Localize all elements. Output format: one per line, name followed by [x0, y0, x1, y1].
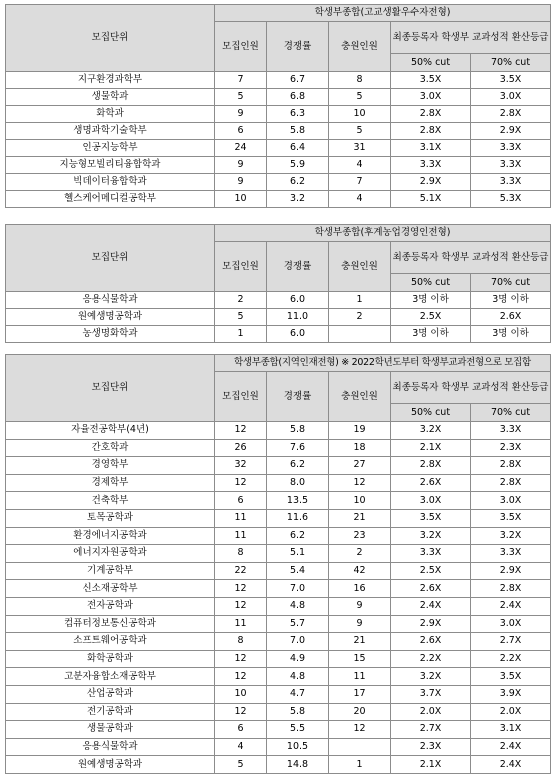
rate-cell: 6.2 [267, 527, 329, 545]
cut50-cell: 5.1X [391, 191, 471, 208]
rate-cell: 5.7 [267, 615, 329, 633]
extra-cell: 31 [329, 140, 391, 157]
rate-cell: 6.3 [267, 106, 329, 123]
quota-cell: 6 [215, 123, 267, 140]
cut70-cell: 2.8X [471, 580, 551, 598]
cut70-cell: 2.8X [471, 106, 551, 123]
unit-cell: 소프트웨어공학과 [6, 633, 215, 651]
quota-cell: 5 [215, 756, 267, 774]
extra-cell: 1 [329, 756, 391, 774]
cut50-cell: 2.6X [391, 633, 471, 651]
rate-cell: 3.2 [267, 191, 329, 208]
table-row [6, 326, 551, 343]
cut70-cell: 3.0X [471, 492, 551, 510]
table-row [6, 668, 551, 686]
extra-cell: 4 [329, 191, 391, 208]
cut70-cell: 2.9X [471, 562, 551, 580]
cut50-cell: 3.0X [391, 89, 471, 106]
rate-cell: 5.8 [267, 422, 329, 440]
rate-cell: 8.0 [267, 474, 329, 492]
table-body-1 [6, 72, 551, 208]
unit-cell: 생물공학과 [6, 721, 215, 739]
unit-cell: 인공지능학부 [6, 140, 215, 157]
header-unit: 모집단위 [6, 355, 215, 422]
header-extra: 충원인원 [329, 22, 391, 72]
quota-cell: 1 [215, 326, 267, 343]
quota-cell: 12 [215, 580, 267, 598]
rate-cell: 6.0 [267, 326, 329, 343]
cut50-cell: 2.0X [391, 703, 471, 721]
unit-cell: 간호학과 [6, 439, 215, 457]
cut70-cell: 3.3X [471, 157, 551, 174]
rate-cell: 5.8 [267, 123, 329, 140]
quota-cell: 7 [215, 72, 267, 89]
header-extra: 충원인원 [329, 372, 391, 422]
header-cut50: 50% cut [391, 404, 471, 422]
rate-cell: 6.2 [267, 457, 329, 475]
quota-cell: 12 [215, 422, 267, 440]
cut50-cell: 3.3X [391, 545, 471, 563]
table-row [6, 123, 551, 140]
extra-cell [329, 738, 391, 756]
header-cut70: 70% cut [471, 404, 551, 422]
table-row [6, 191, 551, 208]
quota-cell: 8 [215, 545, 267, 563]
table-row [6, 756, 551, 774]
extra-cell: 21 [329, 509, 391, 527]
quota-cell: 12 [215, 474, 267, 492]
header-grade: 최종등록자 학생부 교과성적 환산등급 [391, 372, 551, 404]
cut50-cell: 2.4X [391, 597, 471, 615]
extra-cell: 2 [329, 309, 391, 326]
header-grade: 최종등록자 학생부 교과성적 환산등급 [391, 242, 551, 274]
quota-cell: 12 [215, 597, 267, 615]
cut50-cell: 2.6X [391, 474, 471, 492]
rate-cell: 7.0 [267, 633, 329, 651]
unit-cell: 농생명화학과 [6, 326, 215, 343]
table-row [6, 685, 551, 703]
cut70-cell: 3.5X [471, 668, 551, 686]
rate-cell: 5.5 [267, 721, 329, 739]
unit-cell: 응용식물학과 [6, 292, 215, 309]
table-row [6, 492, 551, 510]
table-row [6, 527, 551, 545]
quota-cell: 9 [215, 106, 267, 123]
cut50-cell: 3.2X [391, 527, 471, 545]
cut70-cell: 3.5X [471, 72, 551, 89]
extra-cell: 4 [329, 157, 391, 174]
quota-cell: 4 [215, 738, 267, 756]
cut70-cell: 2.4X [471, 756, 551, 774]
header-rate: 경쟁률 [267, 22, 329, 72]
table-row [6, 292, 551, 309]
rate-cell: 11.6 [267, 509, 329, 527]
rate-cell: 6.8 [267, 89, 329, 106]
rate-cell: 6.2 [267, 174, 329, 191]
admission-table-3 [5, 354, 551, 774]
cut70-cell: 3명 이하 [471, 326, 551, 343]
admission-table-1 [5, 4, 551, 208]
quota-cell: 8 [215, 633, 267, 651]
cut50-cell: 2.7X [391, 721, 471, 739]
extra-cell: 23 [329, 527, 391, 545]
unit-cell: 자율전공학부(4년) [6, 422, 215, 440]
header-cut70: 70% cut [471, 54, 551, 72]
rate-cell: 7.6 [267, 439, 329, 457]
extra-cell: 10 [329, 492, 391, 510]
extra-cell: 17 [329, 685, 391, 703]
admission-table-2 [5, 224, 551, 343]
cut70-cell: 3.3X [471, 545, 551, 563]
extra-cell: 7 [329, 174, 391, 191]
extra-cell: 11 [329, 668, 391, 686]
cut70-cell: 2.9X [471, 123, 551, 140]
rate-cell: 6.7 [267, 72, 329, 89]
table-row [6, 509, 551, 527]
table-row [6, 633, 551, 651]
cut50-cell: 3.1X [391, 140, 471, 157]
extra-cell: 2 [329, 545, 391, 563]
table-row [6, 457, 551, 475]
header-rate: 경쟁률 [267, 372, 329, 422]
rate-cell: 5.9 [267, 157, 329, 174]
cut50-cell: 3.2X [391, 668, 471, 686]
cut50-cell: 3.3X [391, 157, 471, 174]
extra-cell: 12 [329, 721, 391, 739]
cut70-cell: 3.3X [471, 140, 551, 157]
cut50-cell: 3.2X [391, 422, 471, 440]
unit-cell: 경영학부 [6, 457, 215, 475]
table-row [6, 545, 551, 563]
header-unit: 모집단위 [6, 225, 215, 292]
table-row [6, 439, 551, 457]
quota-cell: 11 [215, 509, 267, 527]
extra-cell: 12 [329, 474, 391, 492]
extra-cell: 5 [329, 89, 391, 106]
quota-cell: 12 [215, 650, 267, 668]
extra-cell: 18 [329, 439, 391, 457]
extra-cell: 15 [329, 650, 391, 668]
table-row [6, 106, 551, 123]
quota-cell: 26 [215, 439, 267, 457]
table-row [6, 580, 551, 598]
header-quota: 모집인원 [215, 22, 267, 72]
rate-cell: 10.5 [267, 738, 329, 756]
unit-cell: 전기공학과 [6, 703, 215, 721]
extra-cell: 16 [329, 580, 391, 598]
table-row [6, 89, 551, 106]
quota-cell: 9 [215, 174, 267, 191]
quota-cell: 24 [215, 140, 267, 157]
cut50-cell: 3.0X [391, 492, 471, 510]
cut50-cell: 2.5X [391, 562, 471, 580]
cut70-cell: 2.3X [471, 439, 551, 457]
header-program: 학생부종합(고교생활우수자전형) [215, 5, 551, 22]
unit-cell: 건축학부 [6, 492, 215, 510]
cut70-cell: 3.9X [471, 685, 551, 703]
cut50-cell: 3.5X [391, 72, 471, 89]
unit-cell: 전자공학과 [6, 597, 215, 615]
table-row [6, 422, 551, 440]
extra-cell: 8 [329, 72, 391, 89]
cut70-cell: 2.4X [471, 738, 551, 756]
cut70-cell: 2.4X [471, 597, 551, 615]
quota-cell: 10 [215, 191, 267, 208]
cut70-cell: 3.2X [471, 527, 551, 545]
table-row [6, 140, 551, 157]
unit-cell: 산업공학과 [6, 685, 215, 703]
table-row [6, 703, 551, 721]
table-row [6, 650, 551, 668]
table-body-2 [6, 292, 551, 343]
unit-cell: 기계공학부 [6, 562, 215, 580]
header-grade: 최종등록자 학생부 교과성적 환산등급 [391, 22, 551, 54]
unit-cell: 원예생명공학과 [6, 309, 215, 326]
rate-cell: 5.8 [267, 703, 329, 721]
unit-cell: 원예생명공학과 [6, 756, 215, 774]
unit-cell: 지능형모빌리티융합학과 [6, 157, 215, 174]
unit-cell: 컴퓨터정보통신공학과 [6, 615, 215, 633]
extra-cell: 10 [329, 106, 391, 123]
cut70-cell: 3.3X [471, 174, 551, 191]
quota-cell: 2 [215, 292, 267, 309]
rate-cell: 4.8 [267, 668, 329, 686]
cut70-cell: 3.0X [471, 615, 551, 633]
table-row [6, 309, 551, 326]
cut50-cell: 2.9X [391, 174, 471, 191]
unit-cell: 에너지자원공학과 [6, 545, 215, 563]
quota-cell: 6 [215, 721, 267, 739]
table-row [6, 157, 551, 174]
rate-cell: 4.8 [267, 597, 329, 615]
header-cut50: 50% cut [391, 274, 471, 292]
table-row [6, 615, 551, 633]
quota-cell: 12 [215, 668, 267, 686]
cut70-cell: 3.5X [471, 509, 551, 527]
extra-cell: 9 [329, 615, 391, 633]
unit-cell: 토목공학과 [6, 509, 215, 527]
quota-cell: 5 [215, 309, 267, 326]
rate-cell: 6.4 [267, 140, 329, 157]
cut70-cell: 2.0X [471, 703, 551, 721]
unit-cell: 고분자융합소재공학부 [6, 668, 215, 686]
extra-cell: 27 [329, 457, 391, 475]
rate-cell: 5.4 [267, 562, 329, 580]
quota-cell: 10 [215, 685, 267, 703]
table-row [6, 174, 551, 191]
cut50-cell: 2.1X [391, 756, 471, 774]
quota-cell: 6 [215, 492, 267, 510]
unit-cell: 화학과 [6, 106, 215, 123]
header-program: 학생부종합(후계농업경영인전형) [215, 225, 551, 242]
unit-cell: 지구환경과학부 [6, 72, 215, 89]
header-cut50: 50% cut [391, 54, 471, 72]
header-quota: 모집인원 [215, 242, 267, 292]
table-row [6, 597, 551, 615]
cut50-cell: 2.3X [391, 738, 471, 756]
quota-cell: 22 [215, 562, 267, 580]
header-rate: 경쟁률 [267, 242, 329, 292]
cut50-cell: 2.8X [391, 123, 471, 140]
quota-cell: 12 [215, 703, 267, 721]
table-row [6, 738, 551, 756]
table-row [6, 562, 551, 580]
cut70-cell: 5.3X [471, 191, 551, 208]
quota-cell: 32 [215, 457, 267, 475]
cut50-cell: 2.2X [391, 650, 471, 668]
table-row [6, 721, 551, 739]
cut70-cell: 2.8X [471, 474, 551, 492]
table-body-3 [6, 422, 551, 774]
table-row [6, 474, 551, 492]
cut70-cell: 2.8X [471, 457, 551, 475]
cut50-cell: 2.1X [391, 439, 471, 457]
extra-cell: 21 [329, 633, 391, 651]
extra-cell: 5 [329, 123, 391, 140]
header-extra: 충원인원 [329, 242, 391, 292]
unit-cell: 경제학부 [6, 474, 215, 492]
header-unit: 모집단위 [6, 5, 215, 72]
cut50-cell: 3.5X [391, 509, 471, 527]
unit-cell: 헬스케어메디컬공학부 [6, 191, 215, 208]
rate-cell: 5.1 [267, 545, 329, 563]
extra-cell: 9 [329, 597, 391, 615]
cut50-cell: 2.8X [391, 106, 471, 123]
cut70-cell: 2.6X [471, 309, 551, 326]
header-quota: 모집인원 [215, 372, 267, 422]
extra-cell: 1 [329, 292, 391, 309]
header-cut70: 70% cut [471, 274, 551, 292]
cut70-cell: 3명 이하 [471, 292, 551, 309]
unit-cell: 환경에너지공학과 [6, 527, 215, 545]
quota-cell: 11 [215, 527, 267, 545]
quota-cell: 9 [215, 157, 267, 174]
extra-cell [329, 326, 391, 343]
rate-cell: 14.8 [267, 756, 329, 774]
cut70-cell: 3.0X [471, 89, 551, 106]
cut50-cell: 3.7X [391, 685, 471, 703]
cut50-cell: 3명 이하 [391, 326, 471, 343]
cut50-cell: 3명 이하 [391, 292, 471, 309]
extra-cell: 20 [329, 703, 391, 721]
cut50-cell: 2.6X [391, 580, 471, 598]
cut50-cell: 2.9X [391, 615, 471, 633]
quota-cell: 5 [215, 89, 267, 106]
rate-cell: 7.0 [267, 580, 329, 598]
unit-cell: 생명과학기술학부 [6, 123, 215, 140]
rate-cell: 13.5 [267, 492, 329, 510]
unit-cell: 신소재공학부 [6, 580, 215, 598]
quota-cell: 11 [215, 615, 267, 633]
unit-cell: 화학공학과 [6, 650, 215, 668]
header-program: 학생부종합(지역인재전형) ※ 2022학년도부터 학생부교과전형으로 모집함 [215, 355, 551, 372]
rate-cell: 4.9 [267, 650, 329, 668]
unit-cell: 응용식물학과 [6, 738, 215, 756]
extra-cell: 42 [329, 562, 391, 580]
cut70-cell: 2.2X [471, 650, 551, 668]
extra-cell: 19 [329, 422, 391, 440]
table-row [6, 72, 551, 89]
cut70-cell: 2.7X [471, 633, 551, 651]
cut50-cell: 2.8X [391, 457, 471, 475]
cut70-cell: 3.1X [471, 721, 551, 739]
rate-cell: 4.7 [267, 685, 329, 703]
cut70-cell: 3.3X [471, 422, 551, 440]
rate-cell: 11.0 [267, 309, 329, 326]
rate-cell: 6.0 [267, 292, 329, 309]
cut50-cell: 2.5X [391, 309, 471, 326]
unit-cell: 빅데이터융합학과 [6, 174, 215, 191]
unit-cell: 생물학과 [6, 89, 215, 106]
